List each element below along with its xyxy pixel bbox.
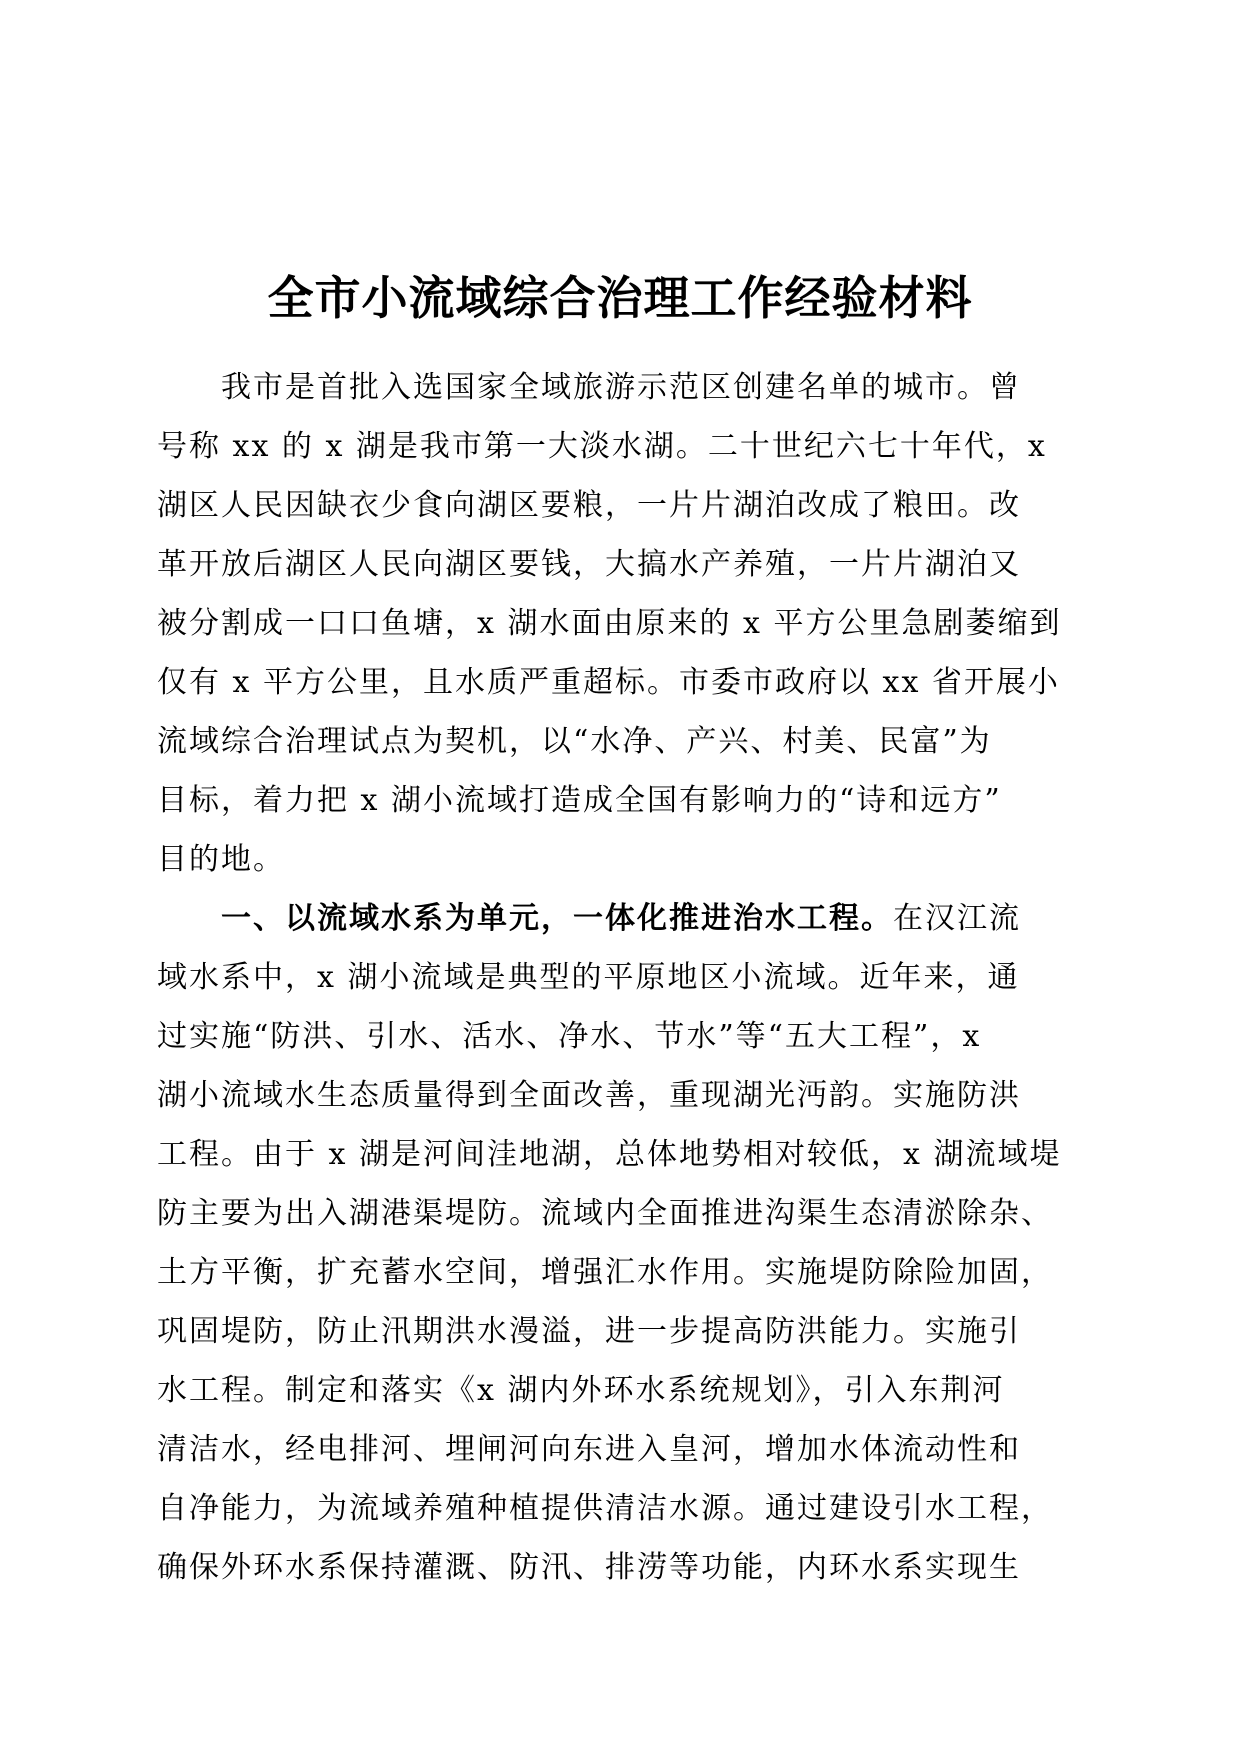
paragraph-line: 我市是首批入选国家全域旅游示范区创建名单的城市。曾 xyxy=(157,370,1021,405)
paragraph-line: 水工程。制定和落实《x 湖内外环水系统规划》，引入东荆河 xyxy=(157,1373,1005,1408)
paragraph-line: 湖小流域水生态质量得到全面改善，重现湖光沔韵。实施防洪 xyxy=(157,1078,1021,1113)
section-heading-tail: 在汉江流 xyxy=(893,901,1021,936)
document-body xyxy=(157,358,1085,1597)
paragraph-line: 土方平衡，扩充蓄水空间，增强汇水作用。实施堤防除险加固， xyxy=(157,1255,1053,1290)
document-title: 全市小流域综合治理工作经验材料 xyxy=(267,271,973,325)
section-heading-line xyxy=(157,889,1085,948)
paragraph-line: 防主要为出入湖港渠堤防。流域内全面推进沟渠生态清淤除杂、 xyxy=(157,1196,1053,1231)
paragraph-line: 号称 xx 的 x 湖是我市第一大淡水湖。二十世纪六七十年代，x xyxy=(157,429,1047,464)
paragraph-line: 被分割成一口口鱼塘，x 湖水面由原来的 x 平方公里急剧萎缩到 xyxy=(157,606,1062,641)
paragraph-line: 过实施“防洪、引水、活水、净水、节水”等“五大工程”，x xyxy=(157,1019,982,1054)
paragraph-line: 自净能力，为流域养殖种植提供清洁水源。通过建设引水工程， xyxy=(157,1491,1053,1526)
paragraph-line: 确保外环水系保持灌溉、防汛、排涝等功能，内环水系实现生 xyxy=(157,1550,1021,1585)
paragraph-line: 革开放后湖区人民向湖区要钱，大搞水产养殖，一片片湖泊又 xyxy=(157,547,1021,582)
paragraph-line: 工程。由于 x 湖是河间洼地湖，总体地势相对较低，x 湖流域堤 xyxy=(157,1137,1062,1172)
paragraph-line: 清洁水，经电排河、埋闸河向东进入皇河，增加水体流动性和 xyxy=(157,1432,1021,1467)
paragraph-line: 域水系中，x 湖小流域是典型的平原地区小流域。近年来，通 xyxy=(157,960,1020,995)
paragraph-line: 湖区人民因缺衣少食向湖区要粮，一片片湖泊改成了粮田。改 xyxy=(157,488,1021,523)
paragraph-line: 目标，着力把 x 湖小流域打造成全国有影响力的“诗和远方” xyxy=(157,783,1002,818)
paragraph-line: 目的地。 xyxy=(157,842,285,877)
paragraph-line: 仅有 x 平方公里，且水质严重超标。市委市政府以 xx 省开展小 xyxy=(157,665,1060,700)
paragraph-line: 巩固堤防，防止汛期洪水漫溢，进一步提高防洪能力。实施引 xyxy=(157,1314,1021,1349)
paragraph-line: 流域综合治理试点为契机，以“水净、产兴、村美、民富”为 xyxy=(157,724,992,759)
section-heading: 一、以流域水系为单元，一体化推进治水工程。 xyxy=(157,901,893,936)
